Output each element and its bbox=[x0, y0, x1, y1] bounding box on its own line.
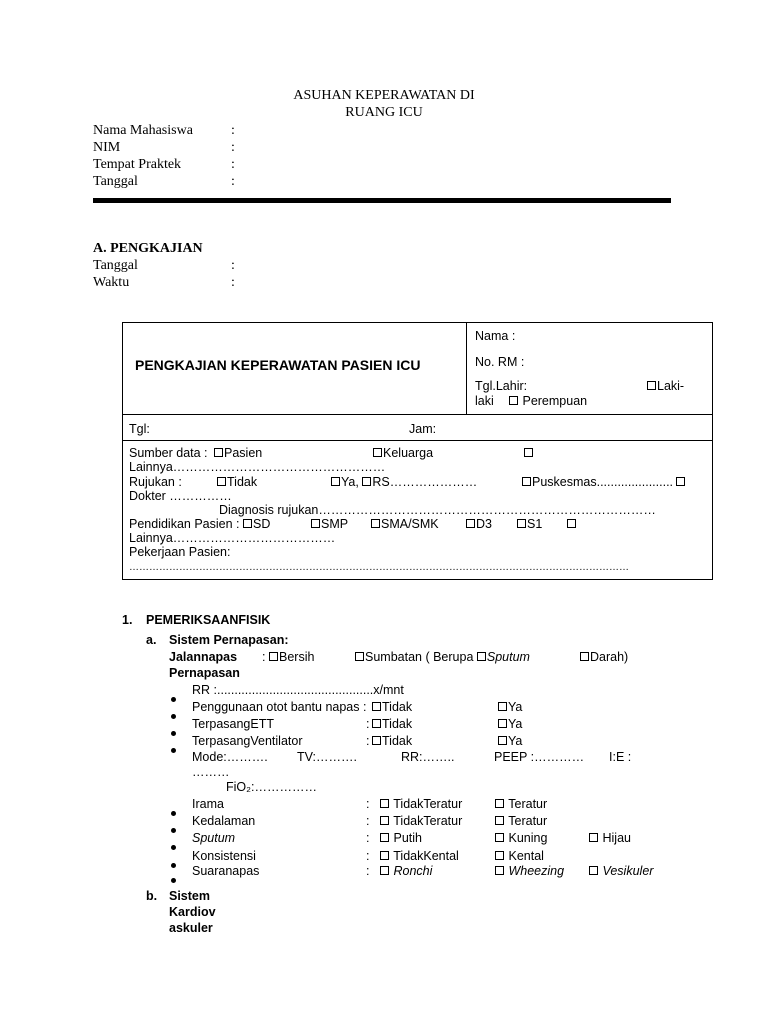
box-divider-1 bbox=[122, 414, 713, 415]
field-label-tempat-praktek: Tempat Praktek bbox=[93, 157, 182, 172]
kedalaman-teratur-option[interactable]: Teratur bbox=[495, 814, 547, 828]
sistem-kardiovaskuler-line3: askuler bbox=[169, 921, 213, 935]
checkbox-icon[interactable] bbox=[522, 477, 531, 486]
checkbox-icon[interactable] bbox=[495, 833, 504, 842]
field-label-tanggal: Tanggal bbox=[93, 174, 138, 189]
gender-laki-option[interactable]: Laki- bbox=[647, 379, 684, 393]
box-heading: PENGKAJIAN KEPERAWATAN PASIEN ICU bbox=[135, 357, 421, 373]
suara-napas-label: Suaranapas bbox=[192, 864, 260, 878]
bullet-icon bbox=[171, 697, 176, 702]
rujukan-dokter-label: Dokter …………… bbox=[129, 489, 232, 503]
sputum-putih-option[interactable]: Putih bbox=[380, 831, 422, 845]
bullet-icon bbox=[171, 828, 176, 833]
ventilator-ya-option[interactable]: Ya bbox=[498, 734, 522, 748]
checkbox-icon[interactable] bbox=[243, 519, 252, 528]
checkbox-icon[interactable] bbox=[371, 519, 380, 528]
pendidikan-smp-option[interactable]: SMP bbox=[311, 517, 348, 531]
gender-laki-continued: laki bbox=[475, 394, 494, 408]
checkbox-icon[interactable] bbox=[589, 833, 598, 842]
sputum-colon: : bbox=[366, 831, 370, 845]
mode-field: Mode:………. bbox=[192, 750, 268, 764]
irama-label: Irama bbox=[192, 797, 224, 811]
jalan-darah-option[interactable]: Darah) bbox=[580, 650, 628, 664]
checkbox-icon[interactable] bbox=[380, 833, 389, 842]
checkbox-icon[interactable] bbox=[380, 866, 389, 875]
document-title-line1: ASUHAN KEPERAWATAN DI bbox=[293, 88, 475, 103]
bullet-icon bbox=[171, 748, 176, 753]
konsistensi-colon: : bbox=[366, 849, 370, 863]
checkbox-icon[interactable] bbox=[524, 448, 533, 457]
checkbox-icon[interactable] bbox=[498, 702, 507, 711]
bullet-icon bbox=[171, 863, 176, 868]
sumber-data-label: Sumber data : bbox=[129, 446, 208, 460]
box-jam-label: Jam: bbox=[409, 422, 437, 436]
checkbox-icon[interactable] bbox=[589, 866, 598, 875]
rr2-field: RR:…….. bbox=[401, 750, 455, 764]
field-label-nim: NIM bbox=[93, 140, 121, 155]
checkbox-icon[interactable] bbox=[509, 396, 518, 405]
pendidikan-label: Pendidikan Pasien : bbox=[129, 517, 240, 531]
box-vertical-divider bbox=[466, 322, 467, 415]
pekerjaan-label: Pekerjaan Pasien: bbox=[129, 545, 231, 559]
pernapasan-label: Pernapasan bbox=[169, 666, 240, 680]
ie-field: I:E : bbox=[609, 750, 632, 764]
kedalaman-tidak-teratur-option[interactable]: TidakTeratur bbox=[380, 814, 462, 828]
ie-dots: ……… bbox=[192, 765, 230, 779]
checkbox-icon[interactable] bbox=[380, 851, 389, 860]
jalan-sumbatan-option[interactable]: Sumbatan ( Berupa Sputum bbox=[355, 650, 530, 664]
checkbox-icon[interactable] bbox=[331, 477, 340, 486]
checkbox-icon[interactable] bbox=[580, 652, 589, 661]
pendidikan-lainnya-label: Lainnya………………………………… bbox=[129, 531, 336, 545]
suara-vesikuler-option[interactable]: Vesikuler bbox=[589, 864, 653, 878]
otot-tidak-option[interactable]: Tidak bbox=[372, 700, 412, 714]
checkbox-icon[interactable] bbox=[269, 652, 278, 661]
checkbox-icon[interactable] bbox=[372, 719, 381, 728]
checkbox-icon[interactable] bbox=[676, 477, 685, 486]
checkbox-icon[interactable] bbox=[495, 866, 504, 875]
checkbox-icon[interactable] bbox=[477, 652, 486, 661]
field-colon: : bbox=[231, 258, 235, 273]
bullet-icon bbox=[171, 811, 176, 816]
sumber-lainnya-checkbox[interactable] bbox=[524, 446, 534, 460]
box-no-rm-label: No. RM : bbox=[475, 355, 525, 369]
checkbox-icon[interactable] bbox=[498, 736, 507, 745]
kedalaman-colon: : bbox=[366, 814, 370, 828]
field-colon: : bbox=[231, 123, 235, 138]
kedalaman-label: Kedalaman bbox=[192, 814, 256, 828]
checkbox-icon[interactable] bbox=[517, 519, 526, 528]
gender-perempuan-option[interactable]: Perempuan bbox=[509, 394, 587, 408]
checkbox-icon[interactable] bbox=[380, 799, 389, 808]
rujukan-label: Rujukan : bbox=[129, 475, 182, 489]
section-a-letter: a. bbox=[146, 633, 157, 647]
field-label-nama-mahasiswa: Nama Mahasiswa bbox=[93, 123, 193, 138]
sistem-kardiovaskuler-line2: Kardiov bbox=[169, 905, 216, 919]
otot-bantu-label: Penggunaan otot bantu napas : bbox=[192, 700, 367, 714]
jalan-napas-colon: : bbox=[262, 650, 266, 664]
field-colon: : bbox=[231, 174, 235, 189]
sistem-kardiovaskuler-line1: Sistem bbox=[169, 889, 210, 903]
pendidikan-d3-option[interactable]: D3 bbox=[466, 517, 492, 531]
sistem-pernapasan-title: Sistem Pernapasan: bbox=[169, 633, 289, 647]
pf-heading: PEMERIKSAANFISIK bbox=[146, 613, 271, 627]
pendidikan-lainnya-checkbox[interactable] bbox=[567, 517, 577, 531]
pf-heading-number: 1. bbox=[122, 613, 133, 627]
checkbox-icon[interactable] bbox=[466, 519, 475, 528]
checkbox-icon[interactable] bbox=[647, 381, 656, 390]
checkbox-icon[interactable] bbox=[217, 477, 226, 486]
rujukan-tidak-option[interactable]: Tidak bbox=[217, 475, 257, 489]
ventilator-tidak-option[interactable]: Tidak bbox=[372, 734, 412, 748]
box-tgl-lahir-label: Tgl.Lahir: bbox=[475, 379, 528, 393]
suara-ronchi-option[interactable]: Ronchi bbox=[380, 864, 432, 878]
ventilator-colon: : bbox=[366, 734, 370, 748]
irama-tidak-teratur-option[interactable]: TidakTeratur bbox=[380, 797, 462, 811]
field-label-tanggal-a: Tanggal bbox=[93, 258, 138, 273]
peep-field: PEEP :………… bbox=[494, 750, 585, 764]
suara-wheezing-option[interactable]: Wheezing bbox=[495, 864, 564, 878]
checkbox-icon[interactable] bbox=[311, 519, 320, 528]
checkbox-icon[interactable] bbox=[372, 736, 381, 745]
diagnosis-rujukan-label: Diagnosis rujukan……………………………………………………………………… bbox=[219, 503, 656, 517]
field-colon: : bbox=[231, 275, 235, 290]
rujukan-ya-option[interactable]: Ya, RS………………… bbox=[331, 475, 477, 489]
bullet-icon bbox=[171, 845, 176, 850]
pendidikan-sma-option[interactable]: SMA/SMK bbox=[371, 517, 439, 531]
bullet-icon bbox=[171, 731, 176, 736]
checkbox-icon[interactable] bbox=[495, 816, 504, 825]
sumber-pasien-option[interactable]: Pasien bbox=[214, 446, 262, 460]
ett-tidak-option[interactable]: Tidak bbox=[372, 717, 412, 731]
field-label-waktu: Waktu bbox=[93, 275, 130, 290]
pekerjaan-dots-line: …………………………………………………………………………………………………………………………………… bbox=[129, 562, 629, 573]
section-b-letter: b. bbox=[146, 889, 158, 903]
checkbox-icon[interactable] bbox=[362, 477, 371, 486]
pendidikan-sd-option[interactable]: SD bbox=[243, 517, 270, 531]
sumber-keluarga-option[interactable]: Keluarga bbox=[373, 446, 433, 460]
jalan-bersih-option[interactable]: Bersih bbox=[269, 650, 314, 664]
checkbox-icon[interactable] bbox=[498, 719, 507, 728]
konsistensi-kental-option[interactable]: Kental bbox=[495, 849, 544, 863]
irama-teratur-option[interactable]: Teratur bbox=[495, 797, 547, 811]
checkbox-icon[interactable] bbox=[372, 702, 381, 711]
sputum-hijau-option[interactable]: Hijau bbox=[589, 831, 631, 845]
suara-colon: : bbox=[366, 864, 370, 878]
checkbox-icon[interactable] bbox=[567, 519, 576, 528]
bullet-icon bbox=[171, 878, 176, 883]
konsistensi-tidak-kental-option[interactable]: TidakKental bbox=[380, 849, 459, 863]
checkbox-icon[interactable] bbox=[214, 448, 223, 457]
box-tgl-label: Tgl: bbox=[129, 422, 150, 436]
ventilator-label: TerpasangVentilator bbox=[192, 734, 303, 748]
field-colon: : bbox=[231, 157, 235, 172]
box-nama-label: Nama : bbox=[475, 329, 516, 343]
rujukan-puskesmas-option[interactable]: Puskesmas...................... bbox=[522, 475, 686, 489]
rr-field: RR :.............................................x/mnt bbox=[192, 683, 404, 697]
sputum-label: Sputum bbox=[192, 831, 236, 845]
jalan-napas-label: Jalannapas bbox=[169, 650, 238, 664]
ett-ya-option[interactable]: Ya bbox=[498, 717, 522, 731]
checkbox-icon[interactable] bbox=[373, 448, 382, 457]
ett-label: TerpasangETT bbox=[192, 717, 274, 731]
section-a-heading: A. PENGKAJIAN bbox=[93, 241, 203, 256]
fio2-field: FiO₂:…………… bbox=[226, 780, 317, 794]
checkbox-icon[interactable] bbox=[495, 799, 504, 808]
box-divider-2 bbox=[122, 440, 713, 441]
sputum-kuning-option[interactable]: Kuning bbox=[495, 831, 547, 845]
konsistensi-label: Konsistensi bbox=[192, 849, 256, 863]
sumber-lainnya-label: Lainnya…………………………………………… bbox=[129, 460, 386, 474]
field-colon: : bbox=[231, 140, 235, 155]
document-title-line2: RUANG ICU bbox=[345, 105, 423, 120]
ett-colon: : bbox=[366, 717, 370, 731]
pendidikan-s1-option[interactable]: S1 bbox=[517, 517, 542, 531]
bullet-icon bbox=[171, 714, 176, 719]
checkbox-icon[interactable] bbox=[355, 652, 364, 661]
tv-field: TV:………. bbox=[297, 750, 357, 764]
checkbox-icon[interactable] bbox=[495, 851, 504, 860]
otot-ya-option[interactable]: Ya bbox=[498, 700, 522, 714]
header-divider bbox=[93, 198, 671, 203]
checkbox-icon[interactable] bbox=[380, 816, 389, 825]
irama-colon: : bbox=[366, 797, 370, 811]
